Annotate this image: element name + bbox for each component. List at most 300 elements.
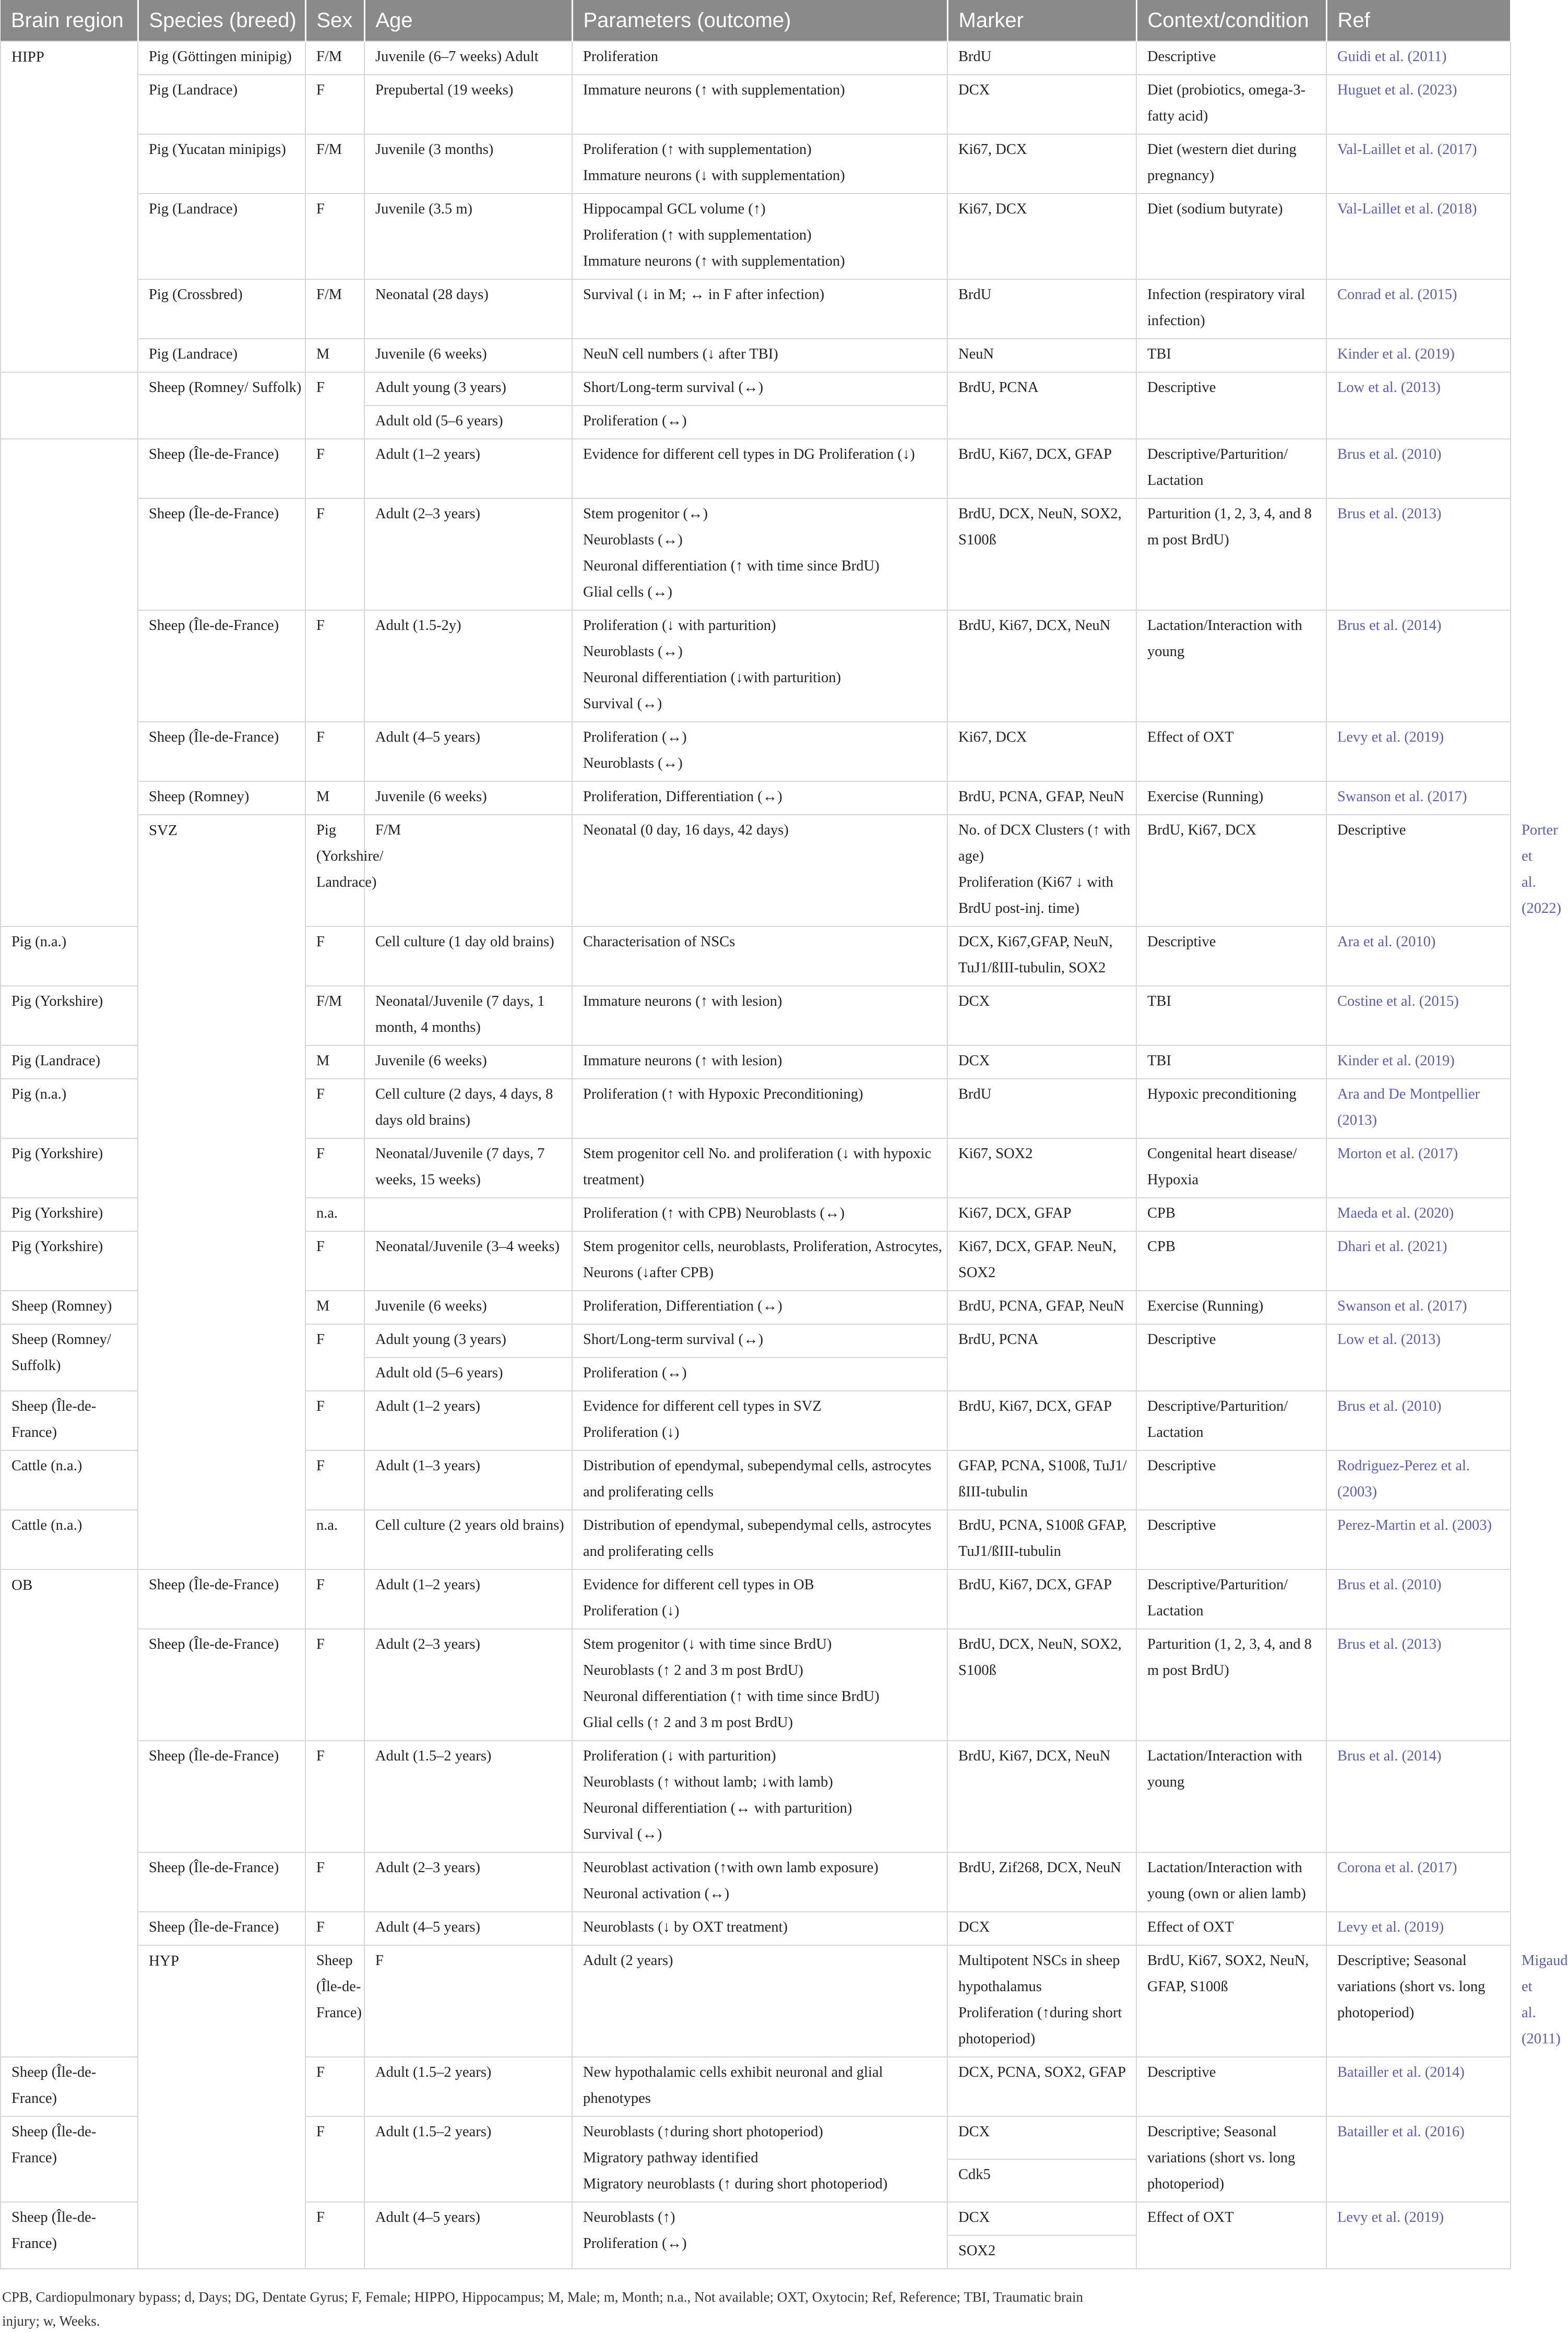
column-header: Parameters (outcome) <box>572 0 947 41</box>
marker-cell: BrdU, PCNA, GFAP, NeuN <box>947 781 1136 815</box>
parameter-line: Neuroblasts (↑) <box>583 2209 675 2225</box>
parameter-line: Evidence for different cell types in SVZ <box>583 1398 822 1414</box>
parameter-line: Short/Long-term survival (↔) <box>583 379 764 396</box>
age-cell: Adult (1–2 years) <box>364 1569 572 1629</box>
marker-cell: GFAP, PCNA, S100ß, TuJ1/ ßIII-tubulin <box>947 1450 1136 1510</box>
marker-cell: BrdU, PCNA <box>947 372 1136 439</box>
marker-cell: BrdU, Zif268, DCX, NeuN <box>947 1852 1136 1912</box>
reference-cell: Brus et al. (2013) <box>1326 1629 1511 1741</box>
marker-cell: DCX <box>947 1912 1136 1945</box>
species-cell: Sheep (Île-de-France) <box>138 610 305 722</box>
species-cell: Sheep (Île-de-France) <box>138 498 305 610</box>
age-cell: Adult (2 years) <box>572 1945 947 2057</box>
table-row <box>1 339 1511 372</box>
context-cell: Descriptive <box>1136 41 1326 75</box>
parameter-line: Hippocampal GCL volume (↑) <box>583 201 766 217</box>
column-header: Sex <box>305 0 364 41</box>
parameter-line: Stem progenitor (↔) <box>583 506 708 522</box>
context-cell: Descriptive/Parturition/ Lactation <box>1136 1391 1326 1450</box>
parameter-line: Proliferation (↔) <box>583 729 687 745</box>
marker-cell: BrdU, PCNA, S100ß GFAP, TuJ1/ßIII-tubulin <box>947 1510 1136 1569</box>
species-cell: Sheep (Île-de-France) <box>138 1569 305 1629</box>
parameter-line: Evidence for different cell types in DG Proliferation (↓) <box>583 446 915 462</box>
parameter-line: Neuronal activation (↔) <box>583 1886 730 1902</box>
age-cell: Adult (2–3 years) <box>364 1852 572 1912</box>
parameter-line: Characterisation of NSCs <box>583 934 735 950</box>
table-header <box>1 0 1511 41</box>
sex-cell: F <box>305 75 364 134</box>
context-cell: Diet (sodium butyrate) <box>1136 194 1326 279</box>
parameter-line: Distribution of ependymal, subependymal cells, astrocytes and proliferating cells <box>583 1458 932 1500</box>
table-row <box>1 1912 1511 1945</box>
header-row <box>1 0 1511 41</box>
sex-cell: F <box>305 1231 364 1291</box>
reference-cell: Val-Laillet et al. (2018) <box>1326 194 1511 279</box>
parameters-cell <box>572 498 947 610</box>
marker-cell: BrdU, DCX, NeuN, SOX2, S100ß <box>947 498 1136 610</box>
parameters-cell <box>572 2116 947 2202</box>
parameter-line: Proliferation (↑ with supplementation) <box>583 141 812 158</box>
reference-cell: Perez-Martin et al. (2003) <box>1326 1510 1511 1569</box>
reference-cell: Conrad et al. (2015) <box>1326 279 1511 339</box>
sex-cell: F/M <box>305 279 364 339</box>
parameter-line: Multipotent NSCs in sheep hypothalamus <box>958 1953 1120 1995</box>
sex-cell: n.a. <box>305 1198 364 1231</box>
age-cell: Juvenile (3 months) <box>364 134 572 194</box>
age-cell: Adult (1–3 years) <box>364 1450 572 1510</box>
reference-cell: Brus et al. (2014) <box>1326 1741 1511 1852</box>
parameters-cell <box>572 439 947 498</box>
parameter-line: Immature neurons (↑ with lesion) <box>583 1053 782 1069</box>
context-cell: Descriptive/Parturition/ Lactation <box>1136 1569 1326 1629</box>
parameters-cell <box>572 2057 947 2116</box>
context-cell: Lactation/Interaction with young <box>1136 610 1326 722</box>
parameter-line: Neuroblasts (↑ without lamb; ↓with lamb) <box>583 1774 833 1790</box>
age-cell: Cell culture (2 years old brains) <box>364 1510 572 1569</box>
marker-cell: Ki67, DCX <box>947 722 1136 781</box>
parameter-line: Neuronal differentiation (↑ with time since BrdU) <box>583 1688 880 1705</box>
age-cell: Juvenile (3.5 m) <box>364 194 572 279</box>
parameters-cell <box>572 1324 947 1358</box>
marker-cell: SOX2 <box>947 2235 1136 2269</box>
age-cell: Adult (4–5 years) <box>364 722 572 781</box>
table-row: HYP Sheep (Île-de-France) F Adult (2 years) Multipotent NSCs in sheep hypothalamus Proliferation (↑during short photoperiod) BrdU, Ki67, SOX2, NeuN, GFAP, S100ß Descriptive; Seasonal variations (short vs. long photoperiod) Migaud et al. (2011) <box>1 1945 1511 2057</box>
species-cell: Sheep (Île-de-France) <box>138 439 305 498</box>
species-cell: Sheep (Île-de-France) <box>305 1945 364 2057</box>
species-cell: Pig (n.a.) <box>1 926 138 986</box>
parameter-line: Survival (↔) <box>583 1826 662 1842</box>
context-cell: Lactation/Interaction with young <box>1136 1741 1326 1852</box>
sex-cell: F <box>305 2057 364 2116</box>
sex-cell: M <box>305 339 364 372</box>
context-cell: Effect of OXT <box>1136 2202 1326 2269</box>
age-cell: Neonatal/Juvenile (3–4 weeks) <box>364 1231 572 1291</box>
species-cell: Pig (n.a.) <box>1 1079 138 1138</box>
species-cell: Sheep (Île-de-France) <box>138 1912 305 1945</box>
parameter-line: Proliferation (↓ with parturition) <box>583 1748 776 1764</box>
parameter-line: Proliferation <box>583 49 659 65</box>
age-cell: Juvenile (6 weeks) <box>364 781 572 815</box>
context-cell: CPB <box>1136 1198 1326 1231</box>
marker-cell: BrdU <box>947 1079 1136 1138</box>
species-cell: Pig (Yorkshire) <box>1 1231 138 1291</box>
context-cell: TBI <box>1136 1045 1326 1079</box>
age-cell: Juvenile (6 weeks) <box>364 1291 572 1324</box>
species-cell: Pig (Göttingen minipig) <box>138 41 305 75</box>
species-cell: Sheep (Île-de-France) <box>1 2116 138 2202</box>
sex-cell: M <box>305 1291 364 1324</box>
parameter-line: Neuroblasts (↑ 2 and 3 m post BrdU) <box>583 1662 803 1679</box>
parameters-cell <box>947 815 1136 926</box>
parameter-line: Proliferation (↑ with Hypoxic Preconditioning) <box>583 1086 863 1102</box>
reference-cell: Levy et al. (2019) <box>1326 722 1511 781</box>
sex-cell: F <box>305 439 364 498</box>
parameter-line: Neuronal differentiation (↓with parturition) <box>583 670 841 686</box>
age-cell: Prepubertal (19 weeks) <box>364 75 572 134</box>
context-cell: Hypoxic preconditioning <box>1136 1079 1326 1138</box>
column-header: Context/condition <box>1136 0 1326 41</box>
marker-cell: Ki67, SOX2 <box>947 1138 1136 1198</box>
parameters-cell <box>572 926 947 986</box>
context-cell: CPB <box>1136 1231 1326 1291</box>
table-row <box>1 134 1511 194</box>
sex-cell: F <box>305 1741 364 1852</box>
reference-cell: Kinder et al. (2019) <box>1326 339 1511 372</box>
context-cell: Effect of OXT <box>1136 1912 1326 1945</box>
species-cell: Pig (Crossbred) <box>138 279 305 339</box>
age-cell: Adult (4–5 years) <box>364 1912 572 1945</box>
parameter-line: Immature neurons (↑ with supplementation) <box>583 253 845 269</box>
parameters-cell <box>572 75 947 134</box>
column-header: Species (breed) <box>138 0 305 41</box>
age-cell: Cell culture (1 day old brains) <box>364 926 572 986</box>
marker-cell: DCX, Ki67,GFAP, NeuN, TuJ1/ßIII-tubulin, SOX2 <box>947 926 1136 986</box>
sex-cell: F <box>305 1852 364 1912</box>
age-cell: Adult (1.5-2y) <box>364 610 572 722</box>
parameter-line: Proliferation (↔) <box>583 1365 687 1381</box>
reference-cell: Morton et al. (2017) <box>1326 1138 1511 1198</box>
sex-cell: F <box>305 1450 364 1510</box>
parameters-cell <box>572 2202 947 2269</box>
parameter-line: NeuN cell numbers (↓ after TBI) <box>583 346 778 362</box>
parameters-cell <box>572 1291 947 1324</box>
species-cell: Pig (Yorkshire) <box>1 1138 138 1198</box>
reference-cell: Swanson et al. (2017) <box>1326 1291 1511 1324</box>
parameter-line: Glial cells (↔) <box>583 584 672 600</box>
context-cell: Parturition (1, 2, 3, 4, and 8 m post BrdU) <box>1136 498 1326 610</box>
table-body <box>1 41 1568 2269</box>
species-cell: Pig (Landrace) <box>138 194 305 279</box>
context-cell: Descriptive/Parturition/ Lactation <box>1136 439 1326 498</box>
age-cell: Adult old (5–6 years) <box>364 1358 572 1391</box>
table-row <box>1 1569 1511 1629</box>
species-cell: Sheep (Île-de-France) <box>138 722 305 781</box>
sex-cell: F <box>305 2202 364 2269</box>
reference-cell: Low et al. (2013) <box>1326 1324 1511 1391</box>
reference-cell: Levy et al. (2019) <box>1326 2202 1511 2269</box>
marker-cell: DCX <box>947 2202 1136 2235</box>
marker-cell: BrdU, Ki67, SOX2, NeuN, GFAP, S100ß <box>1136 1945 1326 2057</box>
context-cell: Exercise (Running) <box>1136 781 1326 815</box>
marker-cell: BrdU <box>947 41 1136 75</box>
table-row <box>1 781 1511 815</box>
parameter-line: New hypothalamic cells exhibit neuronal and glial phenotypes <box>583 2064 883 2106</box>
reference-cell: Low et al. (2013) <box>1326 372 1511 439</box>
marker-cell: BrdU, Ki67, DCX, GFAP <box>947 1569 1136 1629</box>
table-row <box>1 722 1511 781</box>
context-cell: Descriptive <box>1136 2057 1326 2116</box>
parameters-cell <box>572 279 947 339</box>
reference-cell: Brus et al. (2014) <box>1326 610 1511 722</box>
reference-cell: Ara and De Montpellier (2013) <box>1326 1079 1511 1138</box>
parameter-line: Proliferation (↑during short photoperiod) <box>958 2005 1122 2047</box>
parameters-cell <box>572 610 947 722</box>
sex-cell: F <box>305 1324 364 1391</box>
table-row <box>1 610 1511 722</box>
sex-cell: F <box>305 194 364 279</box>
reference-cell: Maeda et al. (2020) <box>1326 1198 1511 1231</box>
reference-cell: Ara et al. (2010) <box>1326 926 1511 986</box>
species-cell: Pig (Yorkshire/ Landrace) <box>305 815 364 926</box>
parameter-line: Neuroblasts (↔) <box>583 644 683 660</box>
parameter-line: Immature neurons (↑ with lesion) <box>583 993 782 1009</box>
age-cell: Adult young (3 years) <box>364 372 572 406</box>
table-row <box>1 372 1511 406</box>
parameter-line: Proliferation (↓ with parturition) <box>583 617 776 634</box>
sex-cell: F <box>305 2116 364 2202</box>
sex-cell: F/M <box>305 41 364 75</box>
age-cell: Juvenile (6 weeks) <box>364 1045 572 1079</box>
parameter-line: Proliferation (↑ with supplementation) <box>583 227 812 243</box>
region-cell: HYP <box>138 1945 305 2269</box>
sex-cell: F <box>305 610 364 722</box>
parameters-cell <box>572 194 947 279</box>
region-cell <box>1 372 138 439</box>
context-cell: Descriptive <box>1136 926 1326 986</box>
sex-cell: M <box>305 1045 364 1079</box>
marker-cell: BrdU, Ki67, DCX, GFAP <box>947 1391 1136 1450</box>
parameters-cell <box>572 1358 947 1391</box>
marker-cell: DCX, PCNA, SOX2, GFAP <box>947 2057 1136 2116</box>
context-cell: Parturition (1, 2, 3, 4, and 8 m post BrdU) <box>1136 1629 1326 1741</box>
reference-cell: Batailler et al. (2016) <box>1326 2116 1511 2202</box>
context-cell: Descriptive <box>1136 372 1326 439</box>
age-cell: Juvenile (6–7 weeks) Adult <box>364 41 572 75</box>
table-row <box>1 75 1511 134</box>
parameters-cell <box>572 1741 947 1852</box>
table-footnote: CPB, Cardiopulmonary bypass; d, Days; DG, Dentate Gyrus; F, Female; HIPPO, Hippocampus; M, Male; m, Month; n.a., Not available; OXT, Oxytocin; Ref, Reference; TBI, Traumatic brain injury; w, Weeks. <box>2 2289 1084 2329</box>
marker-cell: Ki67, DCX, GFAP. NeuN, SOX2 <box>947 1231 1136 1291</box>
parameter-line: Stem progenitor cell No. and proliferation (↓ with hypoxic treatment) <box>583 1146 932 1188</box>
reference-cell: Brus et al. (2010) <box>1326 1569 1511 1629</box>
parameters-cell <box>572 1569 947 1629</box>
context-cell: Descriptive <box>1136 1450 1326 1510</box>
context-cell: Descriptive; Seasonal variations (short vs. long photoperiod) <box>1326 1945 1511 2057</box>
reference-cell: Brus et al. (2010) <box>1326 1391 1511 1450</box>
column-header: Brain region <box>1 0 138 41</box>
parameters-cell <box>572 372 947 406</box>
parameter-line: Neuronal differentiation (↑ with time since BrdU) <box>583 558 880 574</box>
table-row <box>1 1629 1511 1741</box>
table-row <box>1 1852 1511 1912</box>
age-cell: Adult (1–2 years) <box>364 439 572 498</box>
table-row <box>1 1741 1511 1852</box>
reference-cell: Rodriguez-Perez et al. (2003) <box>1326 1450 1511 1510</box>
sex-cell: F <box>305 926 364 986</box>
parameter-line: Glial cells (↑ 2 and 3 m post BrdU) <box>583 1715 793 1731</box>
parameters-cell <box>572 339 947 372</box>
species-cell: Sheep (Île-de-France) <box>1 2057 138 2116</box>
reference-cell: Val-Laillet et al. (2017) <box>1326 134 1511 194</box>
species-cell: Sheep (Île-de-France) <box>138 1852 305 1912</box>
reference-cell: Corona et al. (2017) <box>1326 1852 1511 1912</box>
parameters-cell <box>572 406 947 439</box>
sex-cell: M <box>305 781 364 815</box>
parameter-line: Immature neurons (↓ with supplementation) <box>583 168 845 184</box>
marker-cell: BrdU, Ki67, DCX, NeuN <box>947 610 1136 722</box>
column-header: Age <box>364 0 572 41</box>
species-cell: Sheep (Romney/ Suffolk) <box>138 372 305 439</box>
parameter-line: Proliferation (↓) <box>583 1603 680 1619</box>
age-cell: Neonatal/Juvenile (7 days, 7 weeks, 15 weeks) <box>364 1138 572 1198</box>
species-cell: Sheep (Île-de-France) <box>1 1391 138 1450</box>
context-cell: Exercise (Running) <box>1136 1291 1326 1324</box>
table-row <box>1 498 1511 610</box>
age-cell: Neonatal (0 day, 16 days, 42 days) <box>572 815 947 926</box>
parameters-cell <box>572 1510 947 1569</box>
species-cell: Sheep (Île-de-France) <box>1 2202 138 2269</box>
parameters-cell <box>947 1945 1136 2057</box>
context-cell: Descriptive <box>1136 1510 1326 1569</box>
marker-cell: Ki67, DCX <box>947 194 1136 279</box>
parameter-line: Proliferation (Ki67 ↓ with BrdU post-inj. time) <box>958 874 1113 916</box>
region-cell: OB <box>1 1569 138 2057</box>
table-row <box>1 279 1511 339</box>
table-row: SVZ Pig (Yorkshire/ Landrace) F/M Neonatal (0 day, 16 days, 42 days) No. of DCX Clusters (↑ with age) Proliferation (Ki67 ↓ with BrdU post-inj. time) BrdU, Ki67, DCX Descriptive Porter et al. (2022) <box>1 815 1511 926</box>
parameter-line: Proliferation (↑ with CPB) Neuroblasts (↔) <box>583 1205 845 1221</box>
parameters-cell <box>572 1450 947 1510</box>
species-cell: Pig (Landrace) <box>138 339 305 372</box>
parameter-line: Neuronal differentiation (↔ with parturition) <box>583 1800 852 1816</box>
age-cell: Juvenile (6 weeks) <box>364 339 572 372</box>
parameter-line: Distribution of ependymal, subependymal cells, astrocytes and proliferating cells <box>583 1517 932 1560</box>
reference-cell: Huguet et al. (2023) <box>1326 75 1511 134</box>
parameters-cell <box>572 1231 947 1291</box>
species-cell: Cattle (n.a.) <box>1 1510 138 1569</box>
marker-cell: BrdU, DCX, NeuN, SOX2, S100ß <box>947 1629 1136 1741</box>
marker-cell: DCX <box>947 2116 1136 2159</box>
age-cell: Adult (4–5 years) <box>364 2202 572 2269</box>
reference-cell: Swanson et al. (2017) <box>1326 781 1511 815</box>
parameter-line: Neuroblasts (↓ by OXT treatment) <box>583 1919 788 1935</box>
parameter-line: Stem progenitor cells, neuroblasts, Proliferation, Astrocytes, Neurons (↓after CPB) <box>583 1239 942 1281</box>
region-cell: HIPP <box>1 41 138 372</box>
parameter-line: Proliferation, Differentiation (↔) <box>583 1298 782 1314</box>
age-cell: Neonatal/Juvenile (7 days, 1 month, 4 months) <box>364 986 572 1045</box>
marker-cell: Cdk5 <box>947 2159 1136 2202</box>
marker-cell: BrdU, Ki67, DCX, GFAP <box>947 439 1136 498</box>
species-cell: Pig (Yorkshire) <box>1 986 138 1045</box>
marker-cell: DCX <box>947 75 1136 134</box>
parameter-line: Migratory neuroblasts (↑ during short photoperiod) <box>583 2176 888 2192</box>
age-cell: Adult old (5–6 years) <box>364 406 572 439</box>
parameter-line: Short/Long-term survival (↔) <box>583 1331 764 1348</box>
parameters-cell <box>572 1045 947 1079</box>
marker-cell: BrdU, Ki67, DCX, NeuN <box>947 1741 1136 1852</box>
table-row <box>1 194 1511 279</box>
reference-cell: Guidi et al. (2011) <box>1326 41 1511 75</box>
marker-cell: DCX <box>947 1045 1136 1079</box>
marker-cell: DCX <box>947 986 1136 1045</box>
marker-cell: Ki67, DCX <box>947 134 1136 194</box>
sex-cell: F/M <box>364 815 572 926</box>
sex-cell: F/M <box>305 134 364 194</box>
sex-cell: F <box>305 498 364 610</box>
sex-cell: F/M <box>305 986 364 1045</box>
species-cell: Pig (Landrace) <box>1 1045 138 1079</box>
context-cell: Congenital heart disease/ Hypoxia <box>1136 1138 1326 1198</box>
context-cell: Descriptive; Seasonal variations (short vs. long photoperiod) <box>1136 2116 1326 2202</box>
species-cell: Sheep (Île-de-France) <box>138 1741 305 1852</box>
sex-cell: F <box>305 1569 364 1629</box>
parameter-line: Neuroblasts (↑during short photoperiod) <box>583 2124 823 2140</box>
species-cell: Sheep (Romney) <box>138 781 305 815</box>
age-cell: Adult (2–3 years) <box>364 498 572 610</box>
sex-cell: n.a. <box>305 1510 364 1569</box>
parameter-line: Neuroblast activation (↑with own lamb exposure) <box>583 1860 878 1876</box>
parameter-line: Neuroblasts (↔) <box>583 532 683 548</box>
species-cell: Cattle (n.a.) <box>1 1450 138 1510</box>
age-cell: Adult (1.5–2 years) <box>364 2116 572 2202</box>
age-cell: Adult young (3 years) <box>364 1324 572 1358</box>
parameter-line: Migratory pathway identified <box>583 2150 758 2166</box>
parameters-cell <box>572 134 947 194</box>
region-cell: SVZ <box>138 815 305 1569</box>
reference-cell: Costine et al. (2015) <box>1326 986 1511 1045</box>
context-cell: TBI <box>1136 986 1326 1045</box>
reference-cell: Batailler et al. (2014) <box>1326 2057 1511 2116</box>
sex-cell: F <box>305 722 364 781</box>
context-cell: TBI <box>1136 339 1326 372</box>
age-cell: Adult (1–2 years) <box>364 1391 572 1450</box>
parameters-cell <box>572 781 947 815</box>
parameter-line: Evidence for different cell types in OB <box>583 1577 814 1593</box>
context-cell: Effect of OXT <box>1136 722 1326 781</box>
age-cell: Cell culture (2 days, 4 days, 8 days old brains) <box>364 1079 572 1138</box>
parameter-line: Survival (↔) <box>583 696 662 712</box>
age-cell: Adult (1.5–2 years) <box>364 1741 572 1852</box>
context-cell: Infection (respiratory viral infection) <box>1136 279 1326 339</box>
reference-cell: Kinder et al. (2019) <box>1326 1045 1511 1079</box>
species-cell: Sheep (Romney/ Suffolk) <box>1 1324 138 1391</box>
reference-cell: Dhari et al. (2021) <box>1326 1231 1511 1291</box>
sex-cell: F <box>305 1629 364 1741</box>
parameters-cell <box>572 1912 947 1945</box>
reference-cell: Brus et al. (2010) <box>1326 439 1511 498</box>
parameter-line: Proliferation (↔) <box>583 413 687 429</box>
parameter-line: Immature neurons (↑ with supplementation) <box>583 82 845 98</box>
sex-cell: F <box>305 1391 364 1450</box>
table-row <box>1 41 1511 75</box>
marker-cell: BrdU <box>947 279 1136 339</box>
column-header: Marker <box>947 0 1136 41</box>
column-header: Ref <box>1326 0 1511 41</box>
sex-cell: F <box>364 1945 572 2057</box>
parameter-line: Neuroblasts (↔) <box>583 755 683 771</box>
sex-cell: F <box>305 372 364 439</box>
sex-cell: F <box>305 1138 364 1198</box>
age-cell <box>364 1198 572 1231</box>
